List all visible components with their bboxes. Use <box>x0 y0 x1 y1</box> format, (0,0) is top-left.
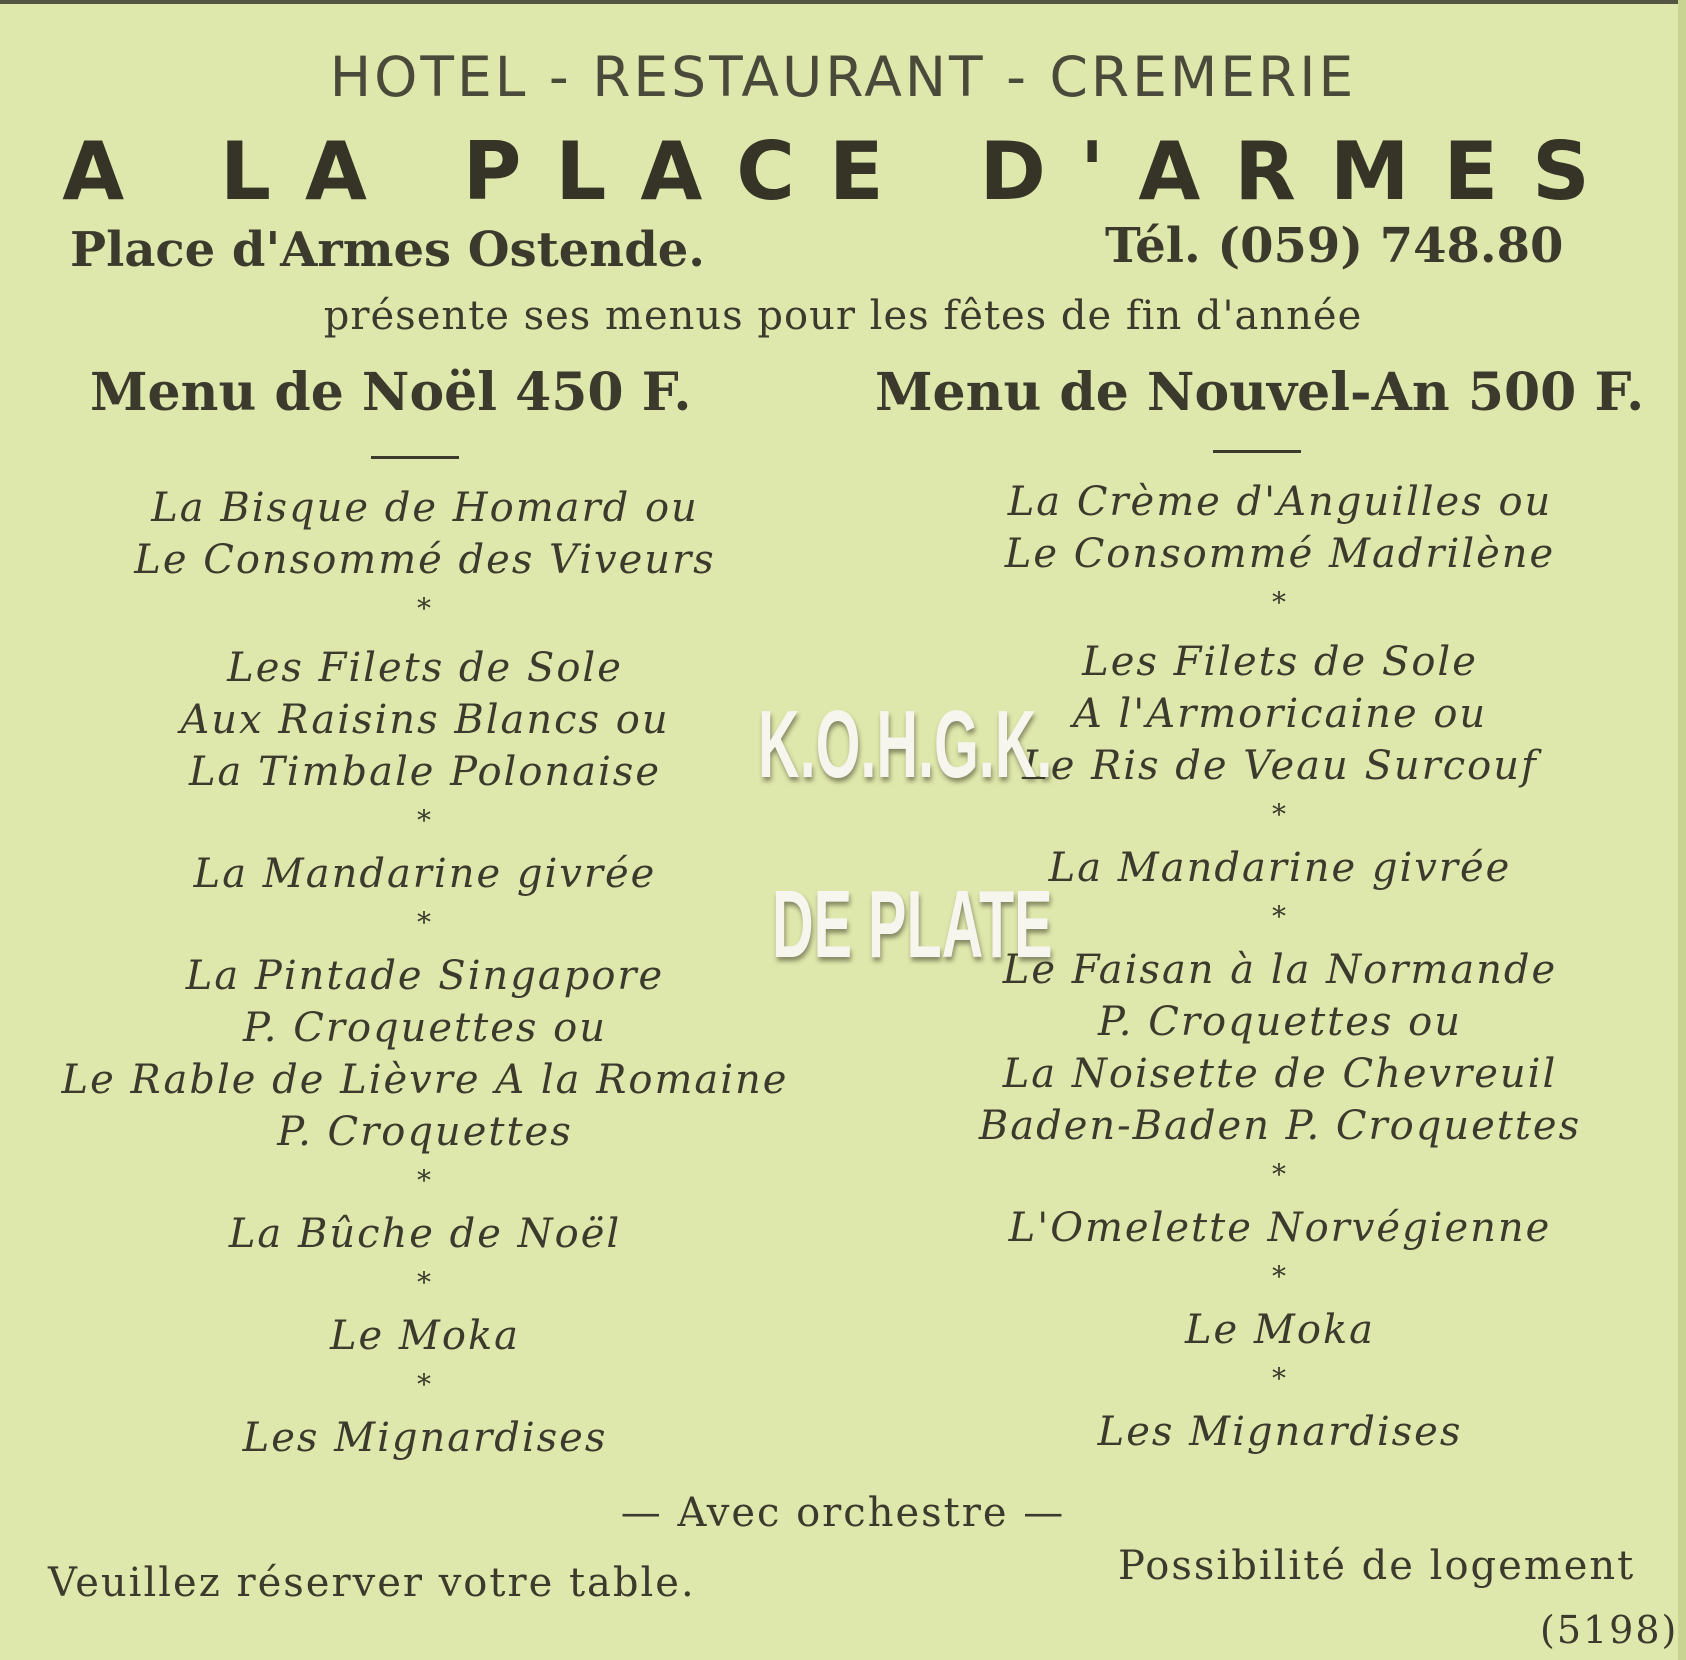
restaurant-name: A LA PLACE D'ARMES <box>62 125 1624 218</box>
course-separator: * <box>1272 900 1288 933</box>
dish-line: Le Consommé Madrilène <box>1004 531 1556 577</box>
christmas-menu-heading: Menu de Noël 450 F. <box>90 362 692 423</box>
dish-line: La Noisette de Chevreuil <box>1002 1051 1558 1097</box>
dish-line: Le Moka <box>329 1313 521 1359</box>
dish-line: La Timbale Polonaise <box>188 749 661 795</box>
christmas-divider <box>371 456 459 459</box>
reservation-note: Veuillez réserver votre table. <box>48 1560 696 1606</box>
course-separator: * <box>417 804 433 837</box>
orchestra-note: — Avec orchestre — <box>620 1490 1066 1536</box>
dish-line: La Crème d'Anguilles ou <box>1007 479 1553 525</box>
intro-text: présente ses menus pour les fêtes de fin d'année <box>323 293 1363 339</box>
dish-line: Le Ris de Veau Surcouf <box>1022 743 1538 789</box>
phone-number: Tél. (059) 748.80 <box>1105 218 1564 274</box>
watermark-line-1: K.O.H.G.K. <box>758 691 1053 798</box>
dish-line: La Pintade Singapore <box>185 953 665 999</box>
dish-line: Le Moka <box>1184 1307 1376 1353</box>
course-separator: * <box>1272 1362 1288 1395</box>
course-separator: * <box>417 1368 433 1401</box>
new-year-divider <box>1213 450 1301 453</box>
ad-reference: (5198) <box>1540 1608 1679 1652</box>
watermark-line-2: DE PLATE <box>772 871 1053 978</box>
dish-line: Les Mignardises <box>242 1415 608 1461</box>
lodging-note: Possibilité de logement <box>1118 1543 1636 1589</box>
dish-line: P. Croquettes ou <box>1098 999 1462 1045</box>
dish-line: Les Filets de Sole <box>1082 639 1478 685</box>
course-separator: * <box>417 592 433 625</box>
dish-line: Le Rable de Lièvre A la Romaine <box>61 1057 789 1103</box>
dish-line: Aux Raisins Blancs ou <box>180 697 670 743</box>
dish-line: Baden-Baden P. Croquettes <box>978 1103 1582 1149</box>
course-separator: * <box>1272 798 1288 831</box>
dish-line: A l'Armoricaine ou <box>1072 691 1488 737</box>
christmas-menu <box>10 482 840 1464</box>
dish-line: Les Mignardises <box>1097 1409 1463 1455</box>
dish-line: La Bisque de Homard ou <box>151 485 699 531</box>
dish-line: La Bûche de Noël <box>228 1211 622 1257</box>
page-edge <box>1678 0 1686 1660</box>
dish-line: Le Consommé des Viveurs <box>134 537 716 583</box>
dish-line: P. Croquettes <box>277 1109 573 1155</box>
establishment-type: HOTEL - RESTAURANT - CREMERIE <box>329 45 1357 109</box>
course-separator: * <box>417 906 433 939</box>
course-separator: * <box>1272 1158 1288 1191</box>
course-separator: * <box>417 1266 433 1299</box>
address: Place d'Armes Ostende. <box>70 222 706 278</box>
dish-line: Les Filets de Sole <box>227 645 623 691</box>
course-separator: * <box>1272 1260 1288 1293</box>
course-separator: * <box>417 1164 433 1197</box>
new-year-menu-heading: Menu de Nouvel-An 500 F. <box>875 362 1645 423</box>
dish-line: La Mandarine givrée <box>193 851 657 897</box>
course-separator: * <box>1272 586 1288 619</box>
dish-line: P. Croquettes ou <box>243 1005 607 1051</box>
top-border <box>0 0 1686 4</box>
dish-line: Le Faisan à la Normande <box>1002 947 1558 993</box>
dish-line: L'Omelette Norvégienne <box>1008 1205 1552 1251</box>
dish-line: La Mandarine givrée <box>1048 845 1512 891</box>
